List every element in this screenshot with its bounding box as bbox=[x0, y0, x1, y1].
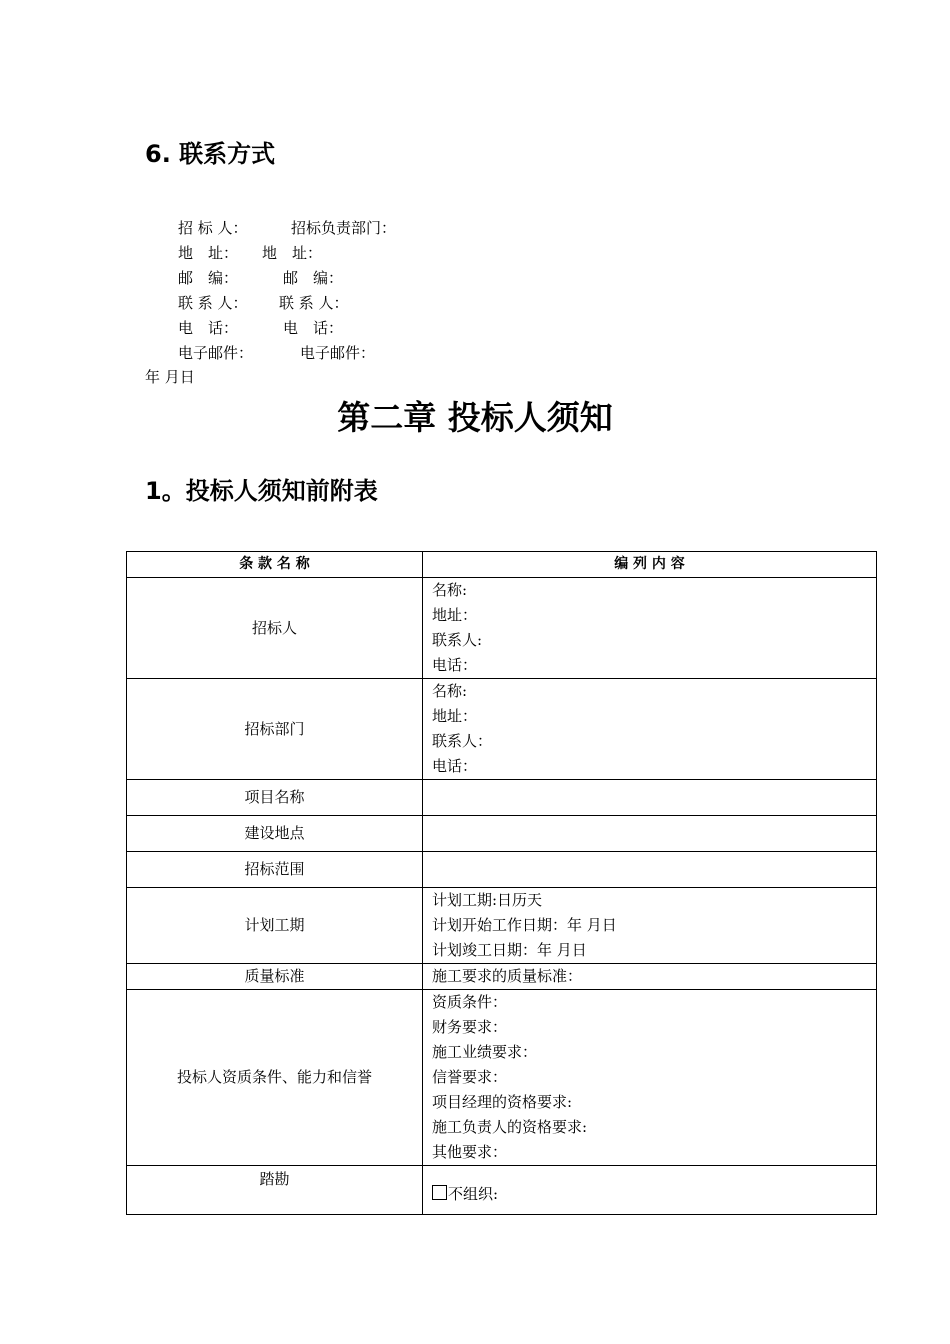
checkbox-icon[interactable] bbox=[432, 1185, 447, 1200]
checkbox-label: 不组织: bbox=[448, 1184, 499, 1203]
content-line: 电话： bbox=[432, 757, 478, 775]
content-line: 施工业绩要求： bbox=[432, 1043, 538, 1061]
term-cell: 项目名称 bbox=[127, 780, 423, 816]
contact-label-address-2: 地 址： bbox=[262, 244, 323, 262]
content-line: 其他要求： bbox=[432, 1143, 508, 1161]
table-row bbox=[127, 679, 877, 780]
term-cell: 招标人 bbox=[127, 578, 423, 679]
table-header-row bbox=[127, 552, 877, 578]
table-row bbox=[127, 816, 877, 852]
contact-label-email-2: 电子邮件： bbox=[300, 344, 376, 362]
bidder-instructions-table bbox=[126, 551, 877, 1215]
contact-label-email: 电子邮件： bbox=[178, 344, 254, 362]
content-line: 地址： bbox=[432, 606, 478, 624]
table-row bbox=[127, 1166, 877, 1215]
section-6-title: 6. 联系方式 bbox=[145, 140, 276, 168]
content-cell bbox=[423, 964, 877, 990]
contact-label-phone: 电 话： bbox=[178, 319, 239, 337]
chapter-title: 第二章 投标人须知 bbox=[337, 398, 613, 437]
content-cell bbox=[423, 780, 877, 816]
contact-label-phone-2: 电 话： bbox=[283, 319, 344, 337]
content-line: 电话： bbox=[432, 656, 478, 674]
term-cell: 招标范围 bbox=[127, 852, 423, 888]
table-row bbox=[127, 578, 877, 679]
content-line: 名称: bbox=[432, 581, 468, 599]
contact-label-address: 地 址： bbox=[178, 244, 239, 262]
term-cell: 踏勘 bbox=[127, 1166, 423, 1215]
content-line: 地址： bbox=[432, 707, 478, 725]
content-line: 联系人： bbox=[432, 732, 493, 750]
term-cell: 建设地点 bbox=[127, 816, 423, 852]
content-line: 资质条件： bbox=[432, 993, 508, 1011]
table-row bbox=[127, 780, 877, 816]
header-content: 编 列 内 容 bbox=[423, 552, 877, 578]
content-line bbox=[432, 1182, 876, 1207]
content-line: 施工负责人的资格要求: bbox=[432, 1118, 588, 1136]
content-cell bbox=[423, 852, 877, 888]
content-line: 计划工期:日历天 bbox=[432, 891, 543, 909]
content-line: 财务要求： bbox=[432, 1018, 508, 1036]
content-cell bbox=[423, 888, 877, 964]
content-cell bbox=[423, 816, 877, 852]
term-cell: 招标部门 bbox=[127, 679, 423, 780]
term-cell: 质量标准 bbox=[127, 964, 423, 990]
content-cell bbox=[423, 578, 877, 679]
contact-label-contact-2: 联 系 人： bbox=[279, 294, 349, 312]
content-line: 施工要求的质量标准： bbox=[432, 967, 583, 985]
content-line: 联系人: bbox=[432, 631, 483, 649]
table-row bbox=[127, 964, 877, 990]
content-cell bbox=[423, 679, 877, 780]
content-line: 名称: bbox=[432, 682, 468, 700]
content-line: 项目经理的资格要求: bbox=[432, 1093, 573, 1111]
contact-label-postcode-2: 邮 编： bbox=[283, 269, 344, 287]
term-cell: 计划工期 bbox=[127, 888, 423, 964]
table-row bbox=[127, 888, 877, 964]
table-row bbox=[127, 852, 877, 888]
contact-label-contact: 联 系 人： bbox=[178, 294, 248, 312]
contact-label-department: 招标负责部门： bbox=[291, 219, 397, 237]
content-cell bbox=[423, 990, 877, 1166]
content-line: 计划竣工日期：年 月日 bbox=[432, 941, 587, 959]
header-term: 条 款 名 称 bbox=[127, 552, 423, 578]
date-line: 年 月日 bbox=[145, 368, 195, 386]
content-line: 计划开始工作日期：年 月日 bbox=[432, 916, 617, 934]
table-row bbox=[127, 990, 877, 1166]
contact-label-tenderer: 招 标 人： bbox=[178, 219, 248, 237]
content-line: 信誉要求： bbox=[432, 1068, 508, 1086]
contact-label-postcode: 邮 编： bbox=[178, 269, 239, 287]
term-cell: 投标人资质条件、能力和信誉 bbox=[127, 990, 423, 1166]
content-cell bbox=[423, 1166, 877, 1215]
section-1-title: 1。投标人须知前附表 bbox=[145, 477, 378, 505]
